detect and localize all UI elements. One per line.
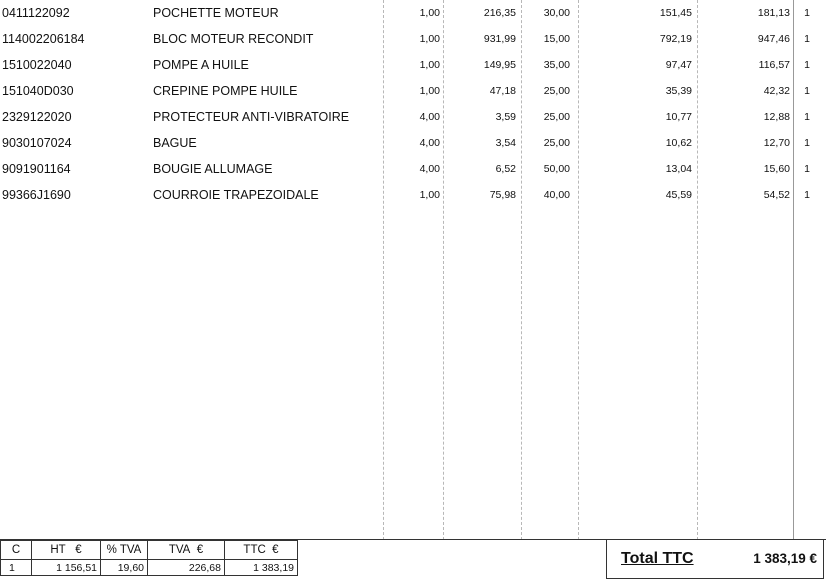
vat-code-value: 1 (1, 560, 32, 576)
line-quantity: 1,00 (419, 189, 440, 201)
line-unit-price: 216,35 (483, 7, 516, 19)
line-unit-price: 6,52 (495, 163, 516, 175)
total-ttc-box (606, 539, 824, 579)
line-vat-code: 1 (804, 7, 810, 19)
line-reference: 114002206184 (2, 32, 85, 46)
vat-rate-value: 19,60 (101, 560, 148, 576)
invoice-line-row (0, 182, 826, 208)
line-discount: 35,00 (543, 59, 570, 71)
tva-header-unit: € (196, 544, 204, 556)
line-discount: 25,00 (543, 137, 570, 149)
line-unit-price: 47,18 (489, 85, 516, 97)
ttc-header-label: TTC (243, 544, 266, 556)
line-discount: 25,00 (543, 111, 570, 123)
vat-summary-table (0, 540, 298, 576)
line-unit-price: 931,99 (483, 33, 516, 45)
ttc-header (225, 541, 298, 560)
line-quantity: 1,00 (419, 59, 440, 71)
line-reference: 9091901164 (2, 162, 71, 176)
line-designation: POMPE A HUILE (153, 58, 249, 72)
line-designation: BLOC MOTEUR RECONDIT (153, 32, 314, 46)
line-reference: 151040D030 (2, 84, 74, 98)
line-unit-price: 3,59 (495, 111, 516, 123)
line-vat-code: 1 (804, 111, 810, 123)
ht-header-unit: € (75, 544, 82, 556)
line-amount-ht: 45,59 (665, 189, 692, 201)
line-vat-code: 1 (804, 189, 810, 201)
ttc-value: 1 383,19 (225, 560, 298, 576)
invoice-line-row (0, 26, 826, 52)
line-quantity: 4,00 (419, 137, 440, 149)
line-designation: PROTECTEUR ANTI-VIBRATOIRE (153, 110, 350, 124)
invoice-line-row (0, 0, 826, 26)
tva-header-label: TVA (168, 544, 191, 556)
line-quantity: 1,00 (419, 7, 440, 19)
line-quantity: 1,00 (419, 85, 440, 97)
vat-rate-header: % TVA (101, 541, 148, 560)
vat-code-header: C (1, 541, 32, 560)
tva-header (148, 541, 225, 560)
line-vat-code: 1 (804, 85, 810, 97)
line-amount-ht: 97,47 (665, 59, 692, 71)
line-amount-ttc: 54,52 (763, 189, 790, 201)
line-vat-code: 1 (804, 137, 810, 149)
ht-value: 1 156,51 (32, 560, 101, 576)
vat-summary-row (1, 560, 298, 576)
line-reference: 2329122020 (2, 110, 72, 124)
line-vat-code: 1 (804, 163, 810, 175)
line-amount-ttc: 15,60 (763, 163, 790, 175)
line-amount-ht: 792,19 (659, 33, 692, 45)
vat-summary-header (1, 541, 298, 560)
ht-header (32, 541, 101, 560)
line-discount: 15,00 (543, 33, 570, 45)
invoice-line-row (0, 78, 826, 104)
line-unit-price: 149,95 (483, 59, 516, 71)
invoice-line-row (0, 130, 826, 156)
line-amount-ttc: 42,32 (763, 85, 790, 97)
line-discount: 25,00 (543, 85, 570, 97)
line-amount-ht: 151,45 (659, 7, 692, 19)
line-vat-code: 1 (804, 59, 810, 71)
line-amount-ttc: 12,70 (763, 137, 790, 149)
line-unit-price: 3,54 (495, 137, 516, 149)
invoice-line-row (0, 52, 826, 78)
line-designation: BAGUE (153, 136, 197, 150)
line-designation: BOUGIE ALLUMAGE (153, 162, 273, 176)
line-amount-ht: 10,62 (665, 137, 692, 149)
line-unit-price: 75,98 (489, 189, 516, 201)
line-discount: 50,00 (543, 163, 570, 175)
total-ttc-value: 1 383,19 € (753, 551, 817, 566)
line-designation: COURROIE TRAPEZOIDALE (153, 188, 319, 202)
line-reference: 9030107024 (2, 136, 72, 150)
line-discount: 40,00 (543, 189, 570, 201)
line-amount-ht: 35,39 (665, 85, 692, 97)
line-reference: 99366J1690 (2, 188, 71, 202)
line-designation: POCHETTE MOTEUR (153, 6, 279, 20)
line-quantity: 4,00 (419, 163, 440, 175)
line-reference: 0411122092 (2, 6, 70, 20)
line-amount-ttc: 181,13 (757, 7, 790, 19)
ttc-header-unit: € (272, 544, 279, 556)
invoice-line-row (0, 104, 826, 130)
total-ttc-label: Total TTC (621, 550, 694, 567)
tva-value: 226,68 (148, 560, 225, 576)
line-amount-ttc: 12,88 (763, 111, 790, 123)
ht-header-label: HT (50, 544, 66, 556)
line-vat-code: 1 (804, 33, 810, 45)
line-designation: CREPINE POMPE HUILE (153, 84, 298, 98)
line-quantity: 1,00 (419, 33, 440, 45)
line-discount: 30,00 (543, 7, 570, 19)
line-reference: 1510022040 (2, 58, 72, 72)
line-quantity: 4,00 (419, 111, 440, 123)
line-amount-ttc: 947,46 (757, 33, 790, 45)
invoice-line-row (0, 156, 826, 182)
line-amount-ht: 13,04 (665, 163, 692, 175)
line-amount-ht: 10,77 (665, 111, 692, 123)
line-amount-ttc: 116,57 (758, 59, 790, 71)
